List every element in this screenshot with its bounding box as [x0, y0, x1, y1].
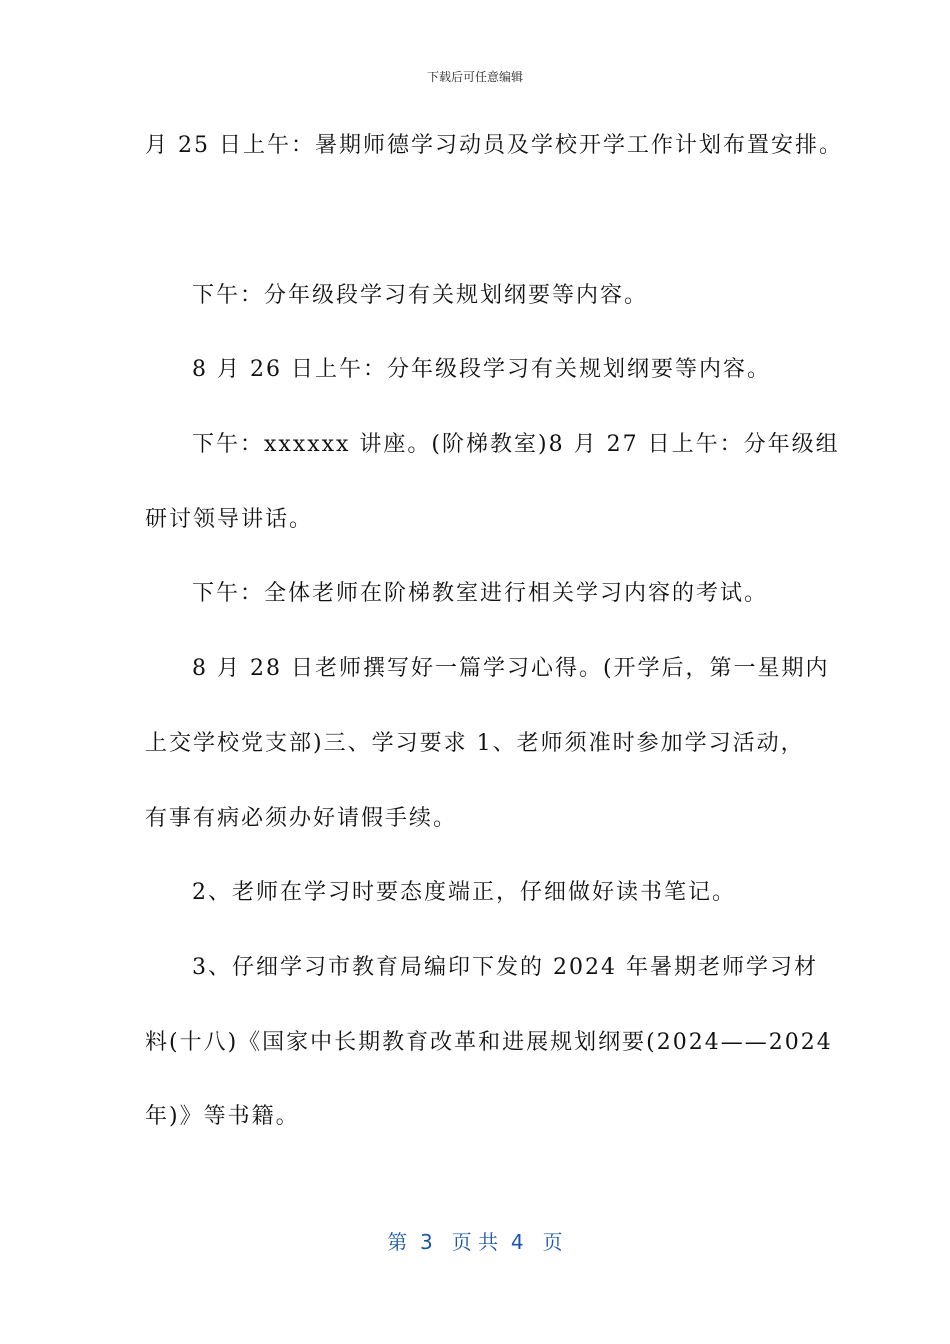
body-line: 8 月 26 日上午：分年级段学习有关规划纲要等内容。: [192, 357, 771, 382]
body-line: 下午：xxxxxx 讲座。(阶梯教室)8 月 27 日上午：分年级组: [192, 432, 840, 457]
header-note: 下载后可任意编辑: [426, 70, 523, 84]
body-line: 研讨领导讲话。: [145, 507, 314, 532]
page-number-footer: 第 3 页 共 4 页: [387, 1230, 563, 1254]
body-line: 上交学校党支部)三、学习要求 1、老师须准时参加学习活动，: [145, 731, 805, 756]
body-line: 2、老师在学习时要态度端正，仔细做好读书笔记。: [192, 880, 736, 905]
body-line: 3、仔细学习市教育局编印下发的 2024 年暑期老师学习材: [192, 955, 818, 980]
body-line: 有事有病必须办好请假手续。: [145, 806, 458, 831]
body-line: 8 月 28 日老师撰写好一篇学习心得。(开学后，第一星期内: [192, 656, 830, 681]
body-line: 下午：分年级段学习有关规划纲要等内容。: [192, 283, 649, 308]
body-line: 年)》等书籍。: [145, 1104, 300, 1129]
body-line: 下午：全体老师在阶梯教室进行相关学习内容的考试。: [192, 581, 769, 606]
body-line: 料(十八)《国家中长期教育改革和进展规划纲要(2024——2024: [145, 1030, 833, 1055]
body-line: 月 25 日上午：暑期师德学习动员及学校开学工作计划布置安排。: [145, 133, 843, 158]
